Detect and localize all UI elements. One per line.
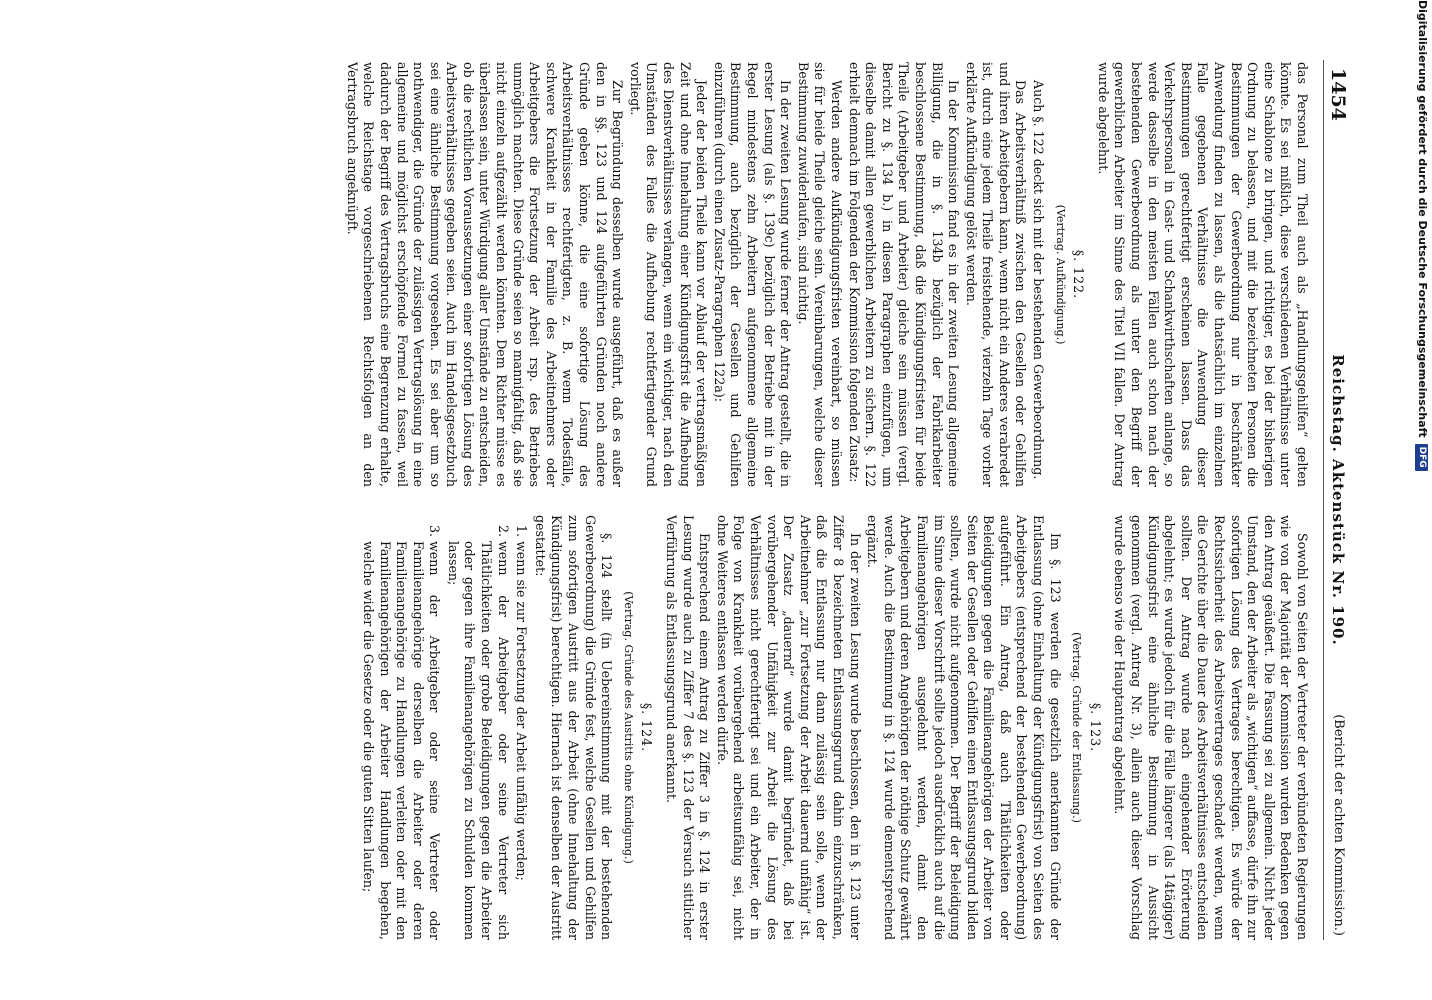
section-heading: §. 123. [1087,702,1103,753]
section-subheading: (Vertrag. Gründe des Austritts ohne Kündigung.) [621,591,635,864]
paragraph: Werden andere Aufkündigungsfristen vereinbart, so müssen sie für beide Theile gleiche sein. Vereinbarungen, welche dieser Bestimmung zuwiderlaufen, sind nichtig. [795,62,844,487]
section-heading: §. 122. [1071,249,1087,300]
header-right-title: (Bericht der achten Kommission.) [1331,714,1346,936]
paragraph: Zur Begründung desselben wurde ausgeführt, daß es außer den in §§. 123 und 124 aufgeführten Gründen noch andere Gründe geben könne, die eine sofortige Lösung des Arbeitsverhältnisses rechtfertigten, z. B. wenn Todesfälle, schwere Krankheit in der Familie des Arbeitnehmers oder Arbeitgebers die Fortsetzung der Arbeit rsp. des Betriebes unmöglich machten. Diese Gründe seien so mannigfaltig, daß sie nicht einzeln aufgezählt werden könnten. Dem Richter müsse es überlassen sein, unter Würdigung aller Umstände zu entscheiden, ob die rechtlichen Voraussetzungen einer sofortigen Lösung des Arbeitsverhältnisses gegeben seien. Auch im Handelsgesetzbuch sei eine ähnliche Bestimmung vorgesehen. Es sei aber um so nothwendiger, die Gründe der zulässigen Vertragslösung in eine allgemeine und möglichst erschöpfende Formel zu fassen, weil dadurch der Begriff des Vertragsbruchs eine Begrenzung erhalte, welche Reichstage vorgeschriebenen Rechtsfolgen an den Vertragsbruch angeknüpft. [344,62,626,487]
paragraph: In der zweiten Lesung wurde ferner der Antrag gestellt, die in erster Lesung (als §. 139c) bezüglich der Betriebe mit in der Regel mindestens zehn Arbeitern aufgenommene allgemeine Bestimmung, auch bezüglich der Gesellen und Gehilfen einzuführen (durch einen Zusatz-Paragraphen 122a): [711,62,794,487]
paragraph: In der zweiten Lesung wurde beschlossen, den in §. 123 unter Ziffer 8 bezeichneten Entlassungsgrund dahin einzuschränken, daß die Entlassung nur dann zulässig sein solle, wenn der Arbeitnehmer „zur Fortsetzung der Arbeit dauernd unfähig“ ist. Der Zusatz „dauernd“ wurde damit begründet, daß bei vorübergehender Unfähigkeit zur Arbeit die Lösung des Verhältnisses nicht gerechtfertigt sei und ein Arbeiter, der in Folge von Krankheit vorübergehend arbeitsunfähig sei, nicht ohne Weiteres entlassen werden dürfe. [714,515,863,940]
paragraph: Das Arbeitsverhältniß zwischen den Gesellen oder Gehilfen und ihren Arbeitgebern kann, wenn nicht ein Anderes verabredet ist, durch eine jedem Theile freistehende, vierzehn Tage vorher erklärte Aufkündigung gelöst werden. [963,62,1029,487]
conditions-list [359,515,529,940]
paragraph: Auch §. 122 deckt sich mit der bestehenden Gewerbeordnung. [1031,80,1047,480]
page-header [1323,60,1352,940]
page-number: 1454 [1327,68,1349,121]
paragraph: In der Kommission fand es in der zweiten Lesung allgemeine Billigung, die in §. 134b bezüglich der Fabrikarbeiter beschlossene Bestimmung, daß die Kündigungsfristen für beide Theile (Arbeitgeber und Arbeiter) gleiche sein müssen (vergl. Bericht zu §. 134 b.) in diesen Paragraphen einzufügen, um dieselbe damit allen gewerblichen Arbeitern zu sichern. §. 122 erhielt demnach im Folgenden der Kommission folgenden Zusatz: [846,62,962,487]
paragraph: Sowohl von Seiten der Vertreter der verbündeten Regierungen wie von der Majorität der Kommission wurden Bedenken gegen den Antrag geäußert. Die Fassung sei zu allgemein. Nicht jeder Umstand, den der Arbeiter als „wichtigen“ auffasse, dürfe ihn zur sofortigen Lösung des Vertrages berechtigen. Es würde der Rechtssicherheit des Arbeitsvertrages geschadet werden, wenn die Gerichte über die Dauer des Arbeitsverhältnisses entscheiden sollten. Der Antrag wurde nach eingehender Erörterung abgelehnt; es wurde jedoch für die Fälle längerer (als 14tägiger) Kündigungsfrist eine ähnliche Bestimmung in Aussicht genommen (vergl. Antrag Nr. 3), allein auch dieser Vorschlag wurde ebenso wie der Hauptantrag abgelehnt. [1112,515,1310,940]
dfg-logo: DFG [1416,444,1429,471]
paragraph: Im §. 123 werden die gesetzlich anerkannten Gründe der Entlassung (ohne Einhaltung der Kündigungsfrist) von Seiten des Arbeitgebers (entsprechend der bestehenden Gewerbeordnung) aufgeführt. Ein Antrag, daß auch Thätlichkeiten oder Beleidigungen gegen die Familienangehörigen der Arbeiter von Seiten der Gesellen oder Gehilfen einen Entlassungsgrund bilden sollten, wurde nicht aufgenommen. Der Begriff der Beleidigung im Sinne dieser Vorschrift sollte jedoch ausdrücklich auch auf die Familienangehörigen ausgedehnt werden, damit den Arbeitgebern und deren Angehörigen der nöthige Schutz gewährt werde. Auch die Bestimmung in §. 124 wurde dementsprechend ergänzt. [865,515,1063,940]
footer-text: Digitalisierung gefördert durch die Deutsche Forschungsgemeinschaft [1416,0,1429,438]
paragraph: Entsprechend einem Antrag zu Ziffer 3 in §. 124 in erster Lesung wurde auch zu Ziffer 7 des §. 123 der Versuch sittlicher Verführung als Entlassungsgrund anerkannt. [664,515,713,940]
running-title: Reichstag. Aktenstück Nr. 190. [1329,354,1347,646]
footer-text-wrapper [1412,0,1432,1000]
list-item: 1. wenn sie zur Fortsetzung der Arbeit unfähig werden; [513,541,530,940]
left-column [30,62,1310,487]
section-subheading: (Vertrag. Aufkündigung.) [1053,204,1067,345]
section-heading: §. 124. [639,702,655,753]
right-column [30,515,1310,940]
list-item: 2. wenn der Arbeitgeber oder seine Vertreter sich Thätlichkeiten oder grobe Beleidigungen gegen die Arbeiter oder gegen ihre Familienangehörigen zu Schulden kommen lassen; [444,541,510,940]
paragraph: Jeder der beiden Theile kann vor Ablauf der vertragsmäßigen Zeit und ohne Innehaltung einer Kündigungsfrist die Aufhebung des Dienstverhältnisses verlangen, wenn ein wichtiger, nach den Umständen des Falles die Aufhebung rechtfertigender Grund vorliegt. [627,62,710,487]
section-subheading: (Vertrag. Gründe der Entlassung.) [1070,632,1084,823]
paragraph: das Personal zum Theil auch als „Handlungsgehilfen“ gelten könnte. Es sei mißlich, diese verschiedenen Verhältnisse unter eine Schablone zu bringen, und richtiger, es bei der bisherigen Ordnung zu belassen, und mit die bezeichneten Personen die Bestimmungen der Gewerbeordnung nur in beschränkter Anwendung finden zu lassen, als die thatsächlich im einzelnen Falle gegebenen Verhältnisse die Anwendung dieser Bestimmungen gerechtfertigt erscheinen lassen. Dass das Verkehrspersonal in Gast- und Schankwirthschaften anlange, so werde dasselbe in den meisten Fällen auch schon nach der bestehenden Gewerbeordnung als unter den Begriff der gewerblichen Arbeiter im Sinne des Titel VII fallen. Der Antrag wurde abgelehnt. [1095,62,1310,487]
digitization-footer [1412,0,1432,1000]
paragraph: §. 124 stellt (in Uebereinstimmung mit der bestehenden Gewerbeordnung) die Gründe fest, welche Gesellen und Gehilfen zum sofortigen Austritt aus der Arbeit (ohne Innehaltung der Kündigungsfrist) berechtigen. Hiernach ist denselben der Austritt gestattet: [532,515,615,940]
list-item: 3. wenn der Arbeitgeber oder seine Vertreter oder Familienangehörige derselben die Arbeiter oder deren Familienangehörige zu Handlungen verleiten oder mit den Familienangehörigen der Arbeiter Handlungen begehen, welche wider die Gesetze oder die guten Sitten laufen; [359,541,442,940]
